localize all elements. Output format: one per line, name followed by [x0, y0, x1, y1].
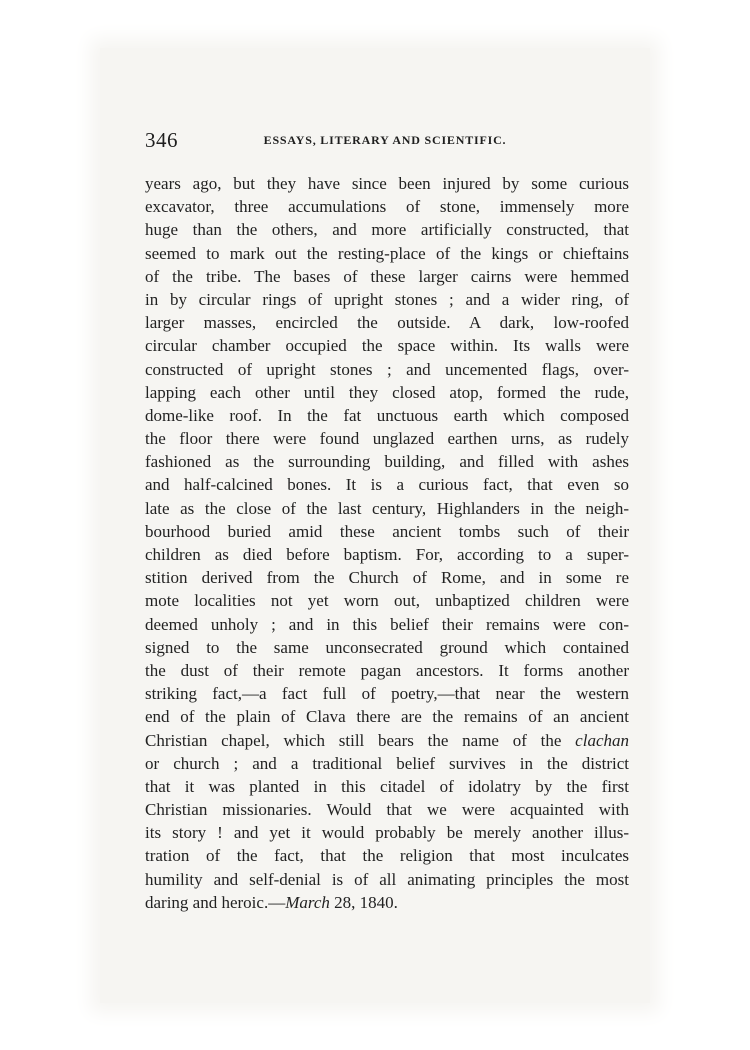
- text-line: years ago, but they have since been injured by some curious: [145, 174, 629, 193]
- italic-word: clachan: [575, 730, 629, 750]
- text-fragment: daring and heroic.—: [145, 892, 286, 912]
- text-line: excavator, three accumulations of stone, immensely more: [145, 197, 629, 217]
- text-line: bourhood buried amid these ancient tombs such of their: [145, 521, 629, 541]
- text-line: the floor there were found unglazed earthen urns, as rudely: [145, 429, 629, 449]
- running-head: ESSAYS, LITERARY AND SCIENTIFIC.: [263, 133, 507, 147]
- text-line: end of the plain of Clava there are the remains of an ancient: [145, 707, 629, 727]
- text-line: humility and self-denial is of all animating principles the most: [145, 869, 629, 889]
- text-line: seemed to mark out the resting-place of the kings or chieftains: [145, 243, 629, 263]
- text-line: mote localities not yet worn out, unbaptized children were: [145, 591, 629, 611]
- text-line: dome-like roof. In the fat unctuous earth which composed: [145, 405, 629, 425]
- text-line: deemed unholy ; and in this belief their remains were con-: [145, 614, 629, 634]
- text-line: [145, 729, 629, 752]
- text-line: or church ; and a traditional belief survives in the district: [145, 753, 629, 773]
- text-line: and half-calcined bones. It is a curious fact, that even so: [145, 475, 629, 495]
- text-line: late as the close of the last century, Highlanders in the neigh-: [145, 498, 629, 518]
- text-line: lapping each other until they closed atop, formed the rude,: [145, 382, 629, 402]
- text-line: striking fact,—a fact full of poetry,—that near the western: [145, 684, 629, 704]
- text-line: its story ! and yet it would probably be merely another illus-: [145, 823, 629, 843]
- italic-date-month: March: [285, 892, 330, 912]
- text-line: circular chamber occupied the space within. Its walls were: [145, 336, 629, 356]
- page-number: 346: [145, 128, 178, 152]
- page-header: [145, 128, 605, 158]
- text-line: larger masses, encircled the outside. A dark, low-roofed: [145, 313, 629, 333]
- text-line: fashioned as the surrounding building, and filled with ashes: [145, 452, 629, 472]
- body-text: [145, 172, 629, 914]
- text-line: the dust of their remote pagan ancestors. It forms another: [145, 660, 629, 680]
- text-line: that it was planted in this citadel of idolatry by the first: [145, 776, 629, 796]
- text-line: in by circular rings of upright stones ; and a wider ring, of: [145, 289, 629, 309]
- text-line: of the tribe. The bases of these larger cairns were hemmed: [145, 266, 629, 286]
- text-fragment: 28, 1840.: [329, 892, 398, 912]
- text-line: huge than the others, and more artificially constructed, that: [145, 220, 629, 240]
- text-line: children as died before baptism. For, according to a super-: [145, 545, 629, 564]
- text-line: signed to the same unconsecrated ground which contained: [145, 637, 629, 657]
- text-fragment: Christian chapel, which still bears the name of the: [145, 730, 576, 750]
- text-line: stition derived from the Church of Rome, and in some re: [145, 568, 629, 588]
- text-line: tration of the fact, that the religion that most inculcates: [145, 846, 629, 866]
- text-line: constructed of upright stones ; and uncemented flags, over-: [145, 359, 629, 379]
- text-line: Christian missionaries. Would that we were acquainted with: [145, 800, 629, 820]
- text-line: [145, 891, 629, 914]
